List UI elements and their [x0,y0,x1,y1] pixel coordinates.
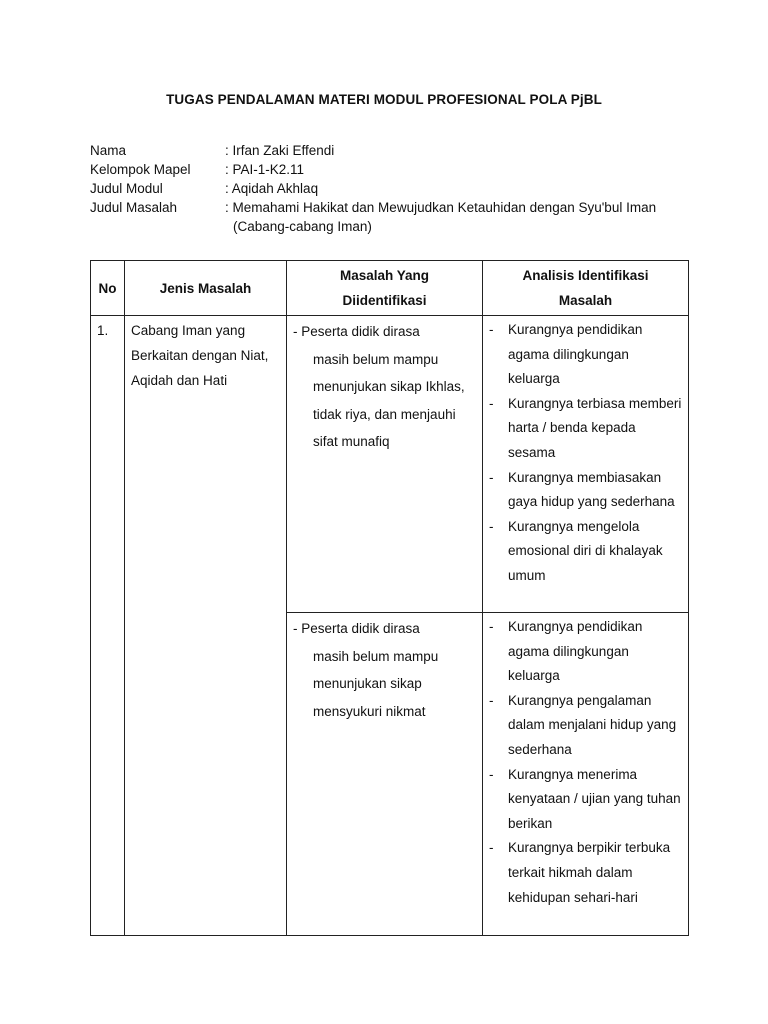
info-row-nama [90,141,695,160]
info-row-kelompok [90,160,695,179]
list-item [489,318,682,392]
document-title: TUGAS PENDALAMAN MATERI MODUL PROFESIONAL POLA PjBL [166,92,602,107]
list-item [489,689,682,763]
bullet-dash: - [489,395,494,411]
info-row-modul [90,179,695,198]
list-item [489,392,682,466]
header-analisis-line1: Analisis Identifikasi [522,268,649,283]
analisis-2-item: Kurangnya berpikir terbuka terkait hikmah dalam kehidupan sehari-hari [508,840,671,905]
table-header-row [91,261,689,316]
header-analisis [483,261,689,316]
cell-no: 1. [91,316,125,936]
header-no: No [91,261,125,316]
masalah-label: Judul Masalah [90,200,178,215]
analisis-1-item: Kurangnya membiasakan gaya hidup yang sederhana [508,469,675,510]
nama-value: : Irfan Zaki Effendi [225,143,335,158]
header-analisis-line2: Masalah [558,293,613,308]
list-item [489,836,682,910]
bullet-dash: - [489,692,494,708]
cell-analisis-2 [483,613,689,936]
list-item [489,763,682,837]
cell-analisis-1 [483,316,689,613]
masalah-value-continuation: (Cabang-cabang Iman) [233,219,372,234]
bullet-dash: - [489,518,494,534]
problem-table [90,260,689,936]
nama-label: Nama [90,143,127,158]
kelompok-value: : PAI-1-K2.11 [225,162,305,177]
masalah-1-first-line: - Peserta didik dirasa [293,324,420,339]
header-masalah-diidentifikasi [287,261,483,316]
analisis-1-item: Kurangnya mengelola emosional diri di khalayak umum [508,518,663,583]
masalah-2-continuation: masih belum mampu menunjukan sikap mensyukuri nikmat [313,648,439,719]
list-item [489,466,682,515]
analisis-2-item: Kurangnya pengalaman dalam menjalani hidup yang sederhana [508,692,677,757]
bullet-dash: - [489,766,494,782]
modul-label: Judul Modul [90,181,163,196]
masalah-1-continuation: masih belum mampu menunjukan sikap Ikhlas, tidak riya, dan menjauhi sifat munafiq [313,351,465,449]
analisis-2-item: Kurangnya menerima kenyataan / ujian yang tuhan berikan [508,766,681,831]
header-masalah-line1: Masalah Yang [339,268,430,283]
bullet-dash: - [489,619,494,634]
kelompok-label: Kelompok Mapel [90,162,191,177]
header-jenis-masalah: Jenis Masalah [125,261,287,316]
analisis-2-item: Kurangnya pendidikan agama dilingkungan keluarga [508,619,643,684]
cell-masalah-1 [287,316,483,613]
masalah-2-first-line: - Peserta didik dirasa [293,621,420,636]
modul-value: : Aqidah Akhlaq [225,181,319,196]
cell-jenis-masalah: Cabang Iman yang Berkaitan dengan Niat, Aqidah dan Hati [125,316,287,936]
bullet-dash: - [489,840,494,856]
list-item [489,615,682,689]
identity-block [90,141,695,236]
analisis-1-item: Kurangnya pendidikan agama dilingkungan keluarga [508,322,643,387]
info-row-masalah [90,198,695,217]
header-masalah-line2: Diidentifikasi [342,293,427,308]
cell-masalah-2 [287,613,483,936]
list-item [489,515,682,589]
bullet-dash: - [489,322,494,337]
bullet-dash: - [489,469,494,485]
analisis-1-item: Kurangnya terbiasa memberi harta / benda kepada sesama [508,395,682,460]
masalah-value: : Memahami Hakikat dan Mewujudkan Ketauhidan dengan Syu'bul Iman [225,200,657,215]
table-row [91,316,689,613]
